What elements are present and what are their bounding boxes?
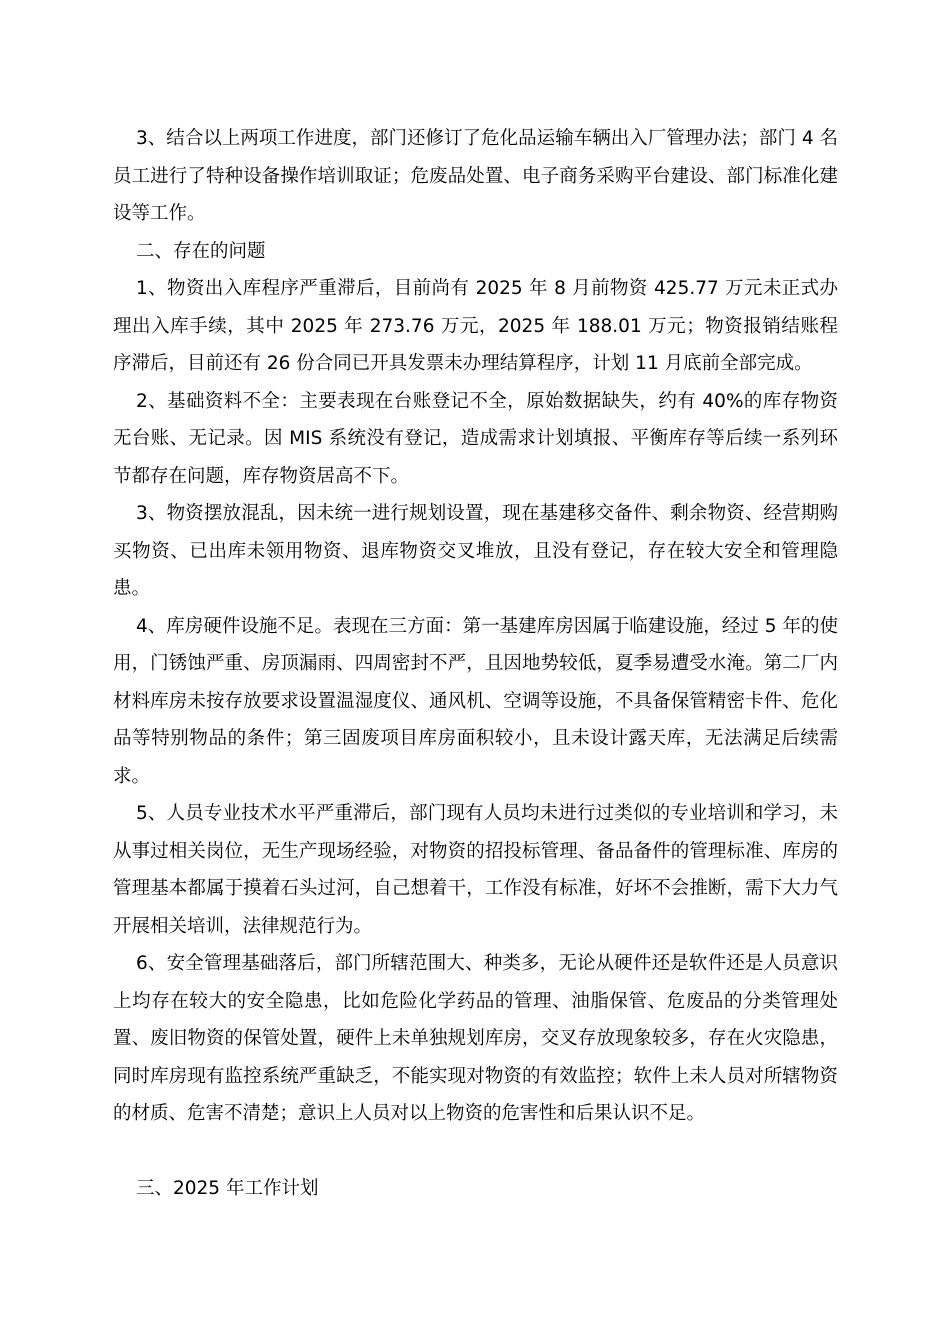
paragraph-problem-2: 2、基础资料不全：主要表现在台账登记不全，原始数据缺失，约有 40%的库存物资无台账、无记录。因 MIS 系统没有登记，造成需求计划填报、平衡库存等后续一系列环节都存在问题，库存物资居高不下。 xyxy=(113,390,838,487)
paragraph-problem-1: 1、物资出入库程序严重滞后，目前尚有 2025 年 8 月前物资 425.77 万元未正式办理出入库手续，其中 2025 年 273.76 万元，2025 年 188.01 万元；物资报销结账程序滞后，目前还有 26 份合同已开具发票未办理结算程序，计划 11 月底前全部完成。 xyxy=(113,278,838,374)
section-heading-problems: 二、存在的问题 xyxy=(136,240,266,262)
document-body xyxy=(113,120,838,1207)
paragraph-problem-3: 3、物资摆放混乱，因未统一进行规划设置，现在基建移交备件、剩余物资、经营期购买物资、已出库未领用物资、退库物资交叉堆放，且没有登记，存在较大安全和管理隐患。 xyxy=(113,503,838,599)
paragraph-problem-4: 4、库房硬件设施不足。表现在三方面：第一基建库房因属于临建设施，经过 5 年的使用，门锈蚀严重、房顶漏雨、四周密封不严，且因地势较低，夏季易遭受水淹。第二厂内材料库房未按存放要求设置温湿度仪、通风机、空调等设施，不具备保管精密卡件、危化品等特别物品的条件；第三固废项目库房面积较小，且未设计露天库，无法满足后续需求。 xyxy=(113,615,838,787)
section-heading-work-plan: 三、2025 年工作计划 xyxy=(136,1177,319,1199)
blank-line xyxy=(113,1133,838,1170)
paragraph-problem-5: 5、人员专业技术水平严重滞后，部门现有人员均未进行过类似的专业培训和学习，未从事过相关岗位，无生产现场经验，对物资的招投标管理、备品备件的管理标准、库房的管理基本都属于摸着石头过河，自己想着干，工作没有标准，好坏不会推断，需下大力气开展相关培训，法律规范行为。 xyxy=(113,803,838,937)
paragraph-work-item-3: 3、结合以上两项工作进度，部门还修订了危化品运输车辆出入厂管理办法；部门 4 名员工进行了特种设备操作培训取证；危废品处置、电子商务采购平台建设、部门标准化建设等工作。 xyxy=(113,128,838,224)
paragraph-problem-6: 6、安全管理基础落后，部门所辖范围大、种类多，无论从硬件还是软件还是人员意识上均存在较大的安全隐患，比如危险化学药品的管理、油脂保管、危废品的分类管理处置、废旧物资的保管处置，硬件上未单独规划库房，交叉存放现象较多，存在火灾隐患，同时库房现有监控系统严重缺乏，不能实现对物资的有效监控；软件上未人员对所辖物资的材质、危害不清楚；意识上人员对以上物资的危害性和后果认识不足。 xyxy=(113,953,838,1124)
